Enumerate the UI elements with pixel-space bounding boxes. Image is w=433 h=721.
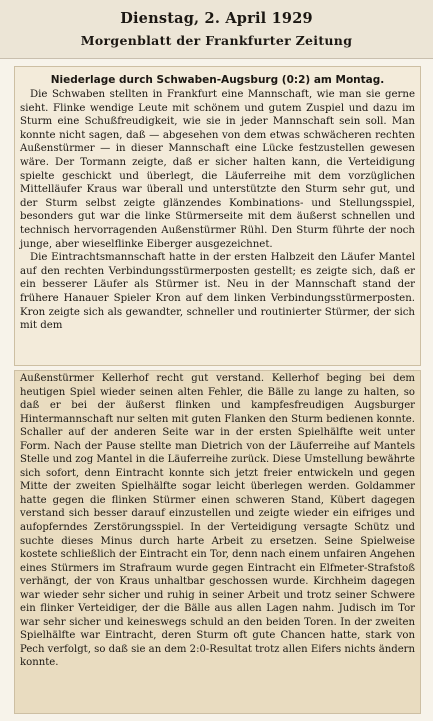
masthead xyxy=(0,0,433,59)
article-clipping-upper xyxy=(14,66,421,366)
article-headline: Niederlage durch Schwaben-Augsburg (0:2) am Montag. xyxy=(50,74,385,86)
masthead-date: Dienstag, 2. April 1929 xyxy=(120,10,313,27)
article-clipping-lower xyxy=(14,370,421,714)
article-paragraph: Die Eintrachtsmannschaft hatte in der ersten Halbzeit den Läufer Mantel auf den rechten Verbindungsstürmerposten gestellt; es zeigte sich, daß er ein besserer Läufer als Stürmer ist. Neu in der Mannschaft stand der frühere Hanauer Spieler Kron auf dem linken Verbindungsstürmerposten. Kron zeigte sich als gewandter, schneller und routinierter Stürmer, der sich mit dem xyxy=(20,252,415,332)
masthead-paper-title: Morgenblatt der Frankfurter Zeitung xyxy=(80,33,353,48)
article-paragraph: Außenstürmer Kellerhof recht gut verstand. Kellerhof beging bei dem heutigen Spiel wieder seinen alten Fehler, die Bälle zu lange zu halten, so daß er bei der äußerst flinken und kampfesfreudigen Augsburger Hintermannschaft nur selten mit guten Flanken den Sturm bedienen konnte. Schaller auf der anderen Seite war in der ersten Spielhälfte weit unter Form. Nach der Pause stellte man Dietrich von der Läuferreihe auf Mantels Stelle und zog Mantel in die Läuferreihe zurück. Diese Umstellung bewährte sich sofort, denn Eintracht konnte sich jetzt freier entwickeln und gegen Mitte der zweiten Spielhälfte sogar leicht überlegen werden. Goldammer hatte gegen die flinken Stürmer einen schweren Stand, Kübert dagegen verstand sich besser darauf einzustellen und zeigte wieder ein eifriges und aufopferndes Zerstörungsspiel. In der Verteidigung versagte Schütz und suchte dieses Minus durch harte Arbeit zu ersetzen. Seine Spielweise kostete schließlich der Eintracht ein Tor, denn nach einem unfairen Angehen eines Stürmers im Strafraum wurde gegen Eintracht ein Elfmeter-Strafstoß verhängt, der von Kraus unhaltbar geschossen wurde. Kirchheim dagegen war wieder sehr sicher und ruhig in seiner Arbeit und trotz seiner Schwere ein flinker Verteidiger, der die Bälle aus allen Lagen nahm. Judisch im Tor war sehr sicher und keineswegs schuld an den beiden Toren. In der zweiten Spielhälfte war Eintracht, deren Sturm oft gute Chancen hatte, stark von Pech verfolgt, so daß sie an dem 2:0-Resultat trotz allen Eifers nichts ändern konnte. xyxy=(20,373,415,669)
article-paragraph: Die Schwaben stellten in Frankfurt eine Mannschaft, wie man sie gerne sieht. Flinke wendige Leute mit schönem und gutem Zuspiel und dazu im Sturm eine Schußfreudigkeit, wie sie in jeder Mannschaft sein soll. Man konnte nicht sagen, daß — abgesehen von dem etwas schwächeren rechten Außenstürmer — in dieser Mannschaft eine Lücke festzustellen gewesen wäre. Der Tormann zeigte, daß er sicher halten kann, die Verteidigung spielte geschickt und überlegt, die Läuferreihe mit dem vorzüglichen Mittelläufer Kraus war überall und unterstützte den Sturm sehr gut, und der Sturm selbst zeigte glänzendes Kombinations- und Stellungsspiel, besonders gut war die linke Stürmerseite mit dem äußerst schnellen und technisch hervorragenden Außenstürmer Rühl. Den Sturm führte der noch junge, aber wieselflinke Eiberger ausgezeichnet. xyxy=(20,89,415,250)
